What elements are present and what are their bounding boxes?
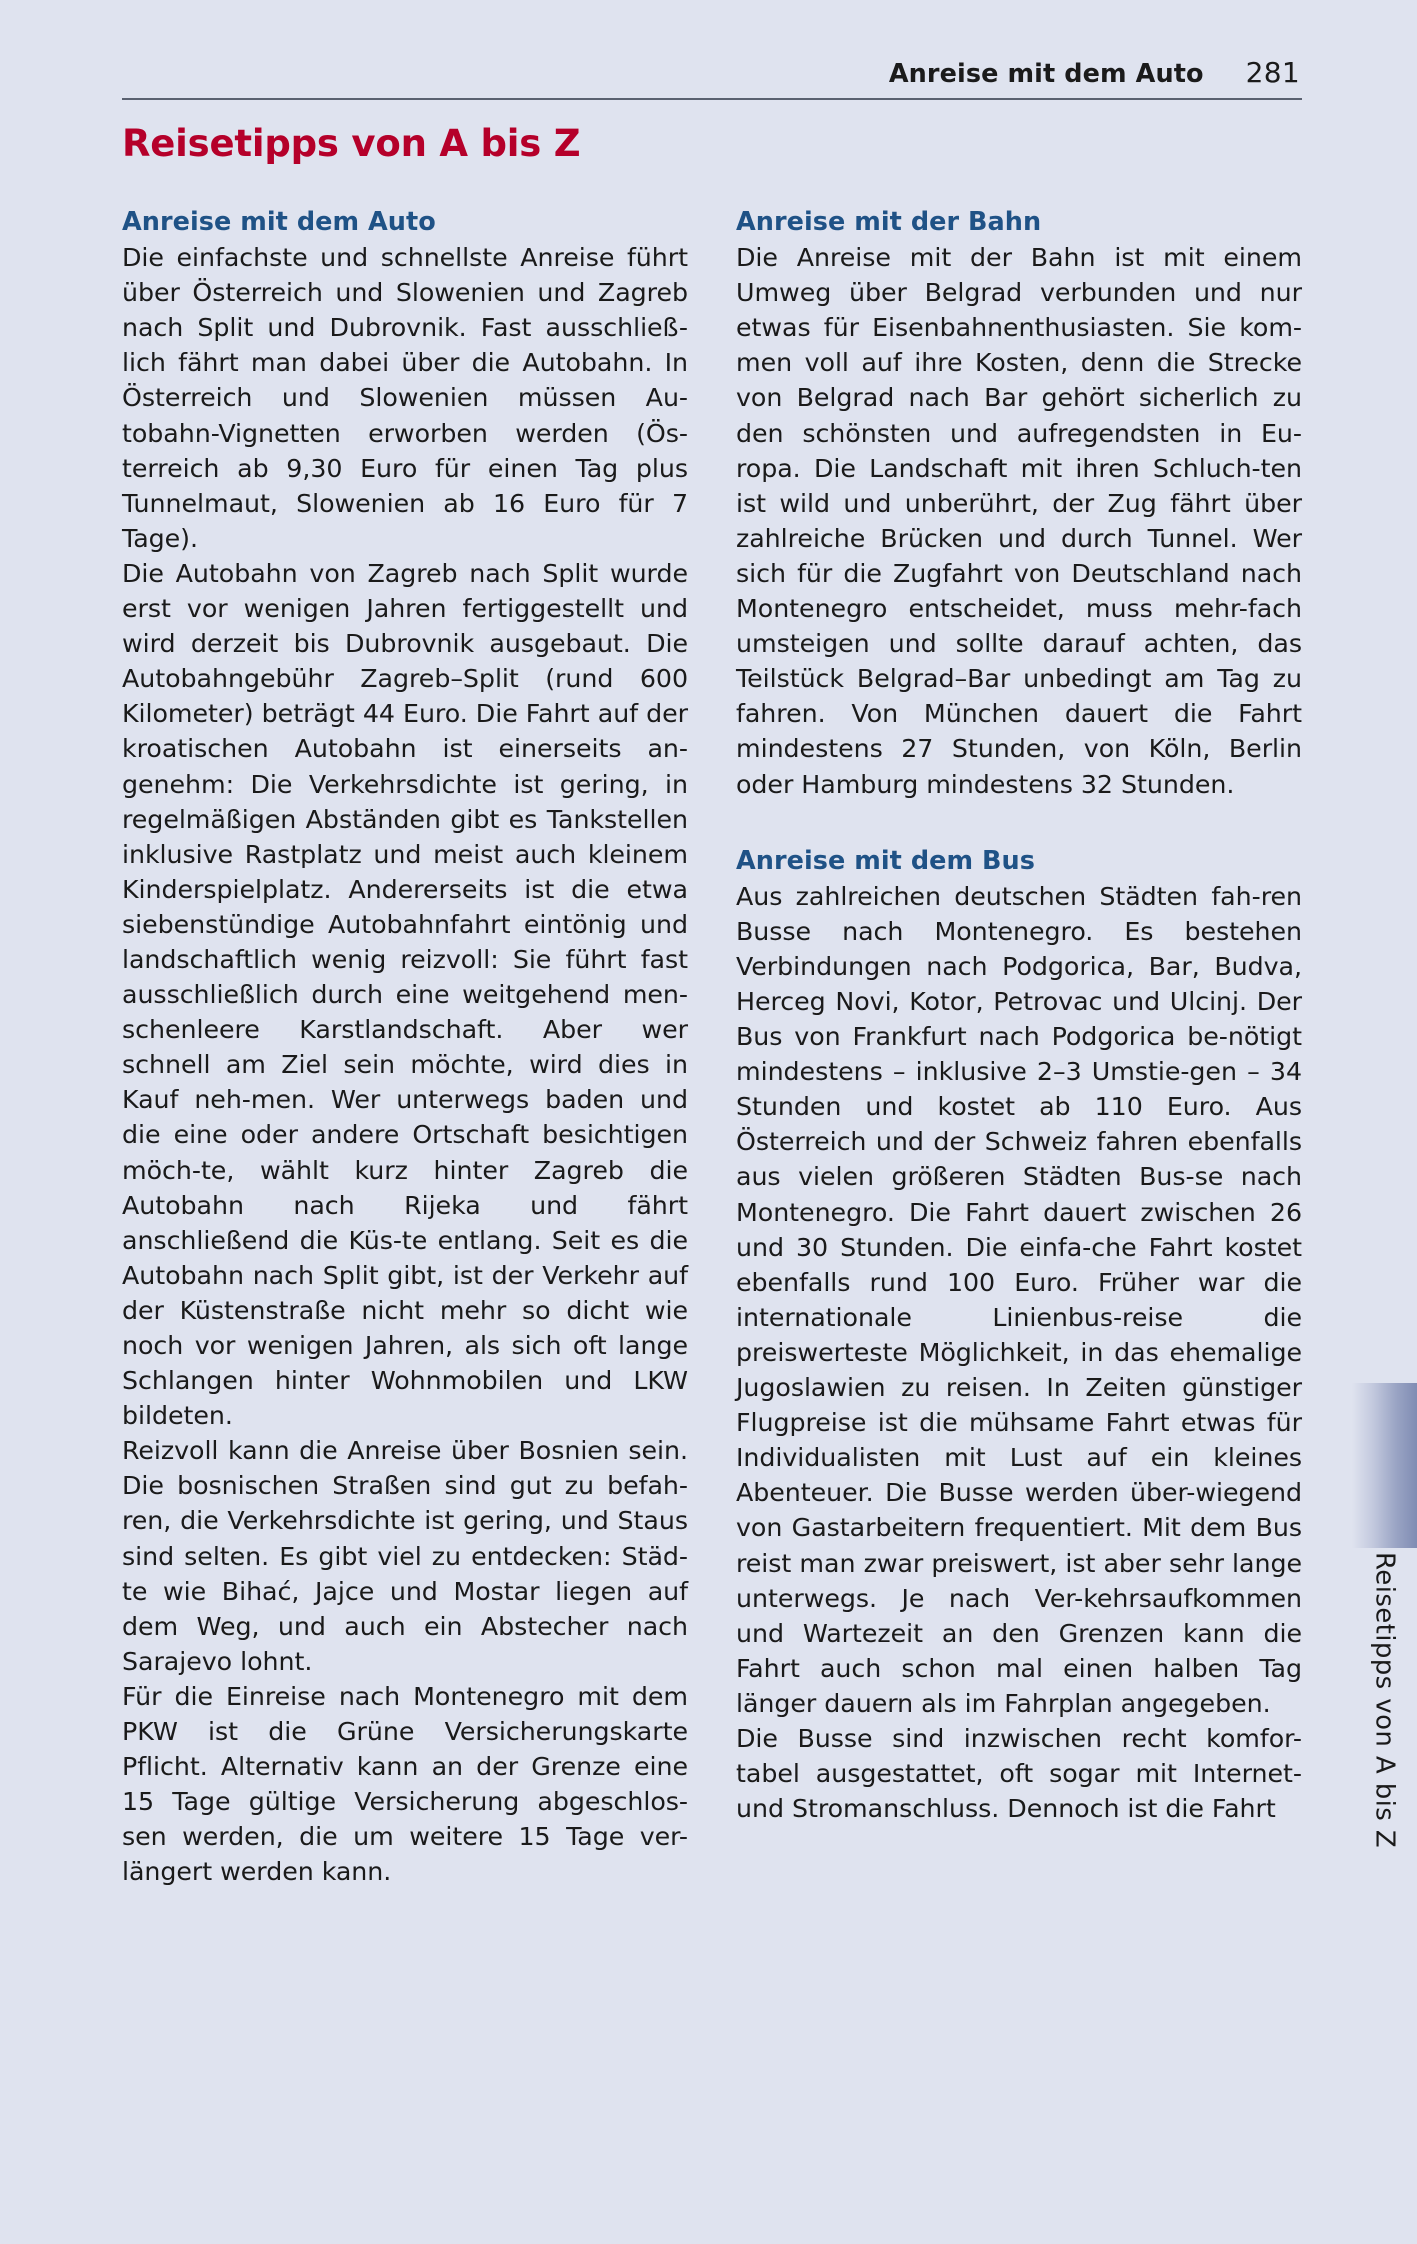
thumb-tab [1352,1548,1417,2028]
paragraph: Die einfachste und schnellste Anreise führt über Österreich und Slowenien und Zagreb nach Split und Dubrovnik. Fast ausschließ-lich fährt man dabei über die Autobahn. In Österreich und Slowenien müssen Au-tobahn-Vignetten erworben werden (Ös-terreich ab 9,30 Euro für einen Tag plus Tunnelmaut, Slowenien ab 16 Euro für 7 Tage). [122,243,688,553]
two-column-body [122,207,1302,1890]
thumb-tab-label: Reisetipps von A bis Z [1369,1552,1400,1849]
paragraph: Reizvoll kann die Anreise über Bosnien sein. Die bosnischen Straßen sind gut zu befah-ren, die Verkehrsdichte ist gering, und Staus sind selten. Es gibt viel zu entdecken: Städ-te wie Bihać, Jajce und Mostar liegen auf dem Weg, und auch ein Abstecher nach Sarajevo lohnt. [122,1436,688,1676]
running-head-title: Anreise mit dem Auto [888,59,1204,89]
paragraph: Die Busse sind inzwischen recht komfor-tabel ausgestattet, oft sogar mit Internet- und Stromanschluss. Dennoch ist die Fahrt [736,1723,1302,1824]
right-column [736,207,1302,1890]
page-number: 281 [1245,56,1300,89]
section-heading-auto: Anreise mit dem Auto [122,207,436,237]
section-heading-bahn: Anreise mit der Bahn [736,207,1042,237]
paragraph: Für die Einreise nach Montenegro mit dem PKW ist die Grüne Versicherungskarte Pflicht. Alternativ kann an der Grenze eine 15 Tage gültige Versicherung abgeschlos-sen werden, die um weitere 15 Tage ver-längert werden kann. [122,1681,688,1887]
header-rule [122,98,1302,100]
chapter-title: Reisetipps von A bis Z [122,122,581,165]
running-head [122,56,1300,89]
thumb-tab-gradient [1352,1383,1417,1548]
left-column [122,207,688,1890]
paragraph: Aus zahlreichen deutschen Städten fah-ren Busse nach Montenegro. Es bestehen Verbindungen nach Podgorica, Bar, Budva, Herceg Novi, Kotor, Petrovac und Ulcinj. Der Bus von Frankfurt nach Podgorica be-nötigt mindestens – inklusive 2–3 Umstie-gen – 34 Stunden und kostet ab 110 Euro. Aus Österreich und der Schweiz fahren ebenfalls aus vielen größeren Städten Bus-se nach Montenegro. Die Fahrt dauert zwischen 26 und 30 Stunden. Die einfa-che Fahrt kostet ebenfalls rund 100 Euro. Früher war die internationale Linienbus-reise die preiswerteste Möglichkeit, in das ehemalige Jugoslawien zu reisen. In Zeiten günstiger Flugpreise ist die mühsame Fahrt etwas für Individualisten mit Lust auf ein kleines Abenteuer. Die Busse werden über-wiegend von Gastarbeitern frequentiert. Mit dem Bus reist man zwar preiswert, ist aber sehr lange unterwegs. Je nach Ver-kehrsaufkommen und Wartezeit an den Grenzen kann die Fahrt auch schon mal einen halben Tag länger dauern als im Fahrplan angegeben. [736,881,1302,1718]
paragraph: Die Anreise mit der Bahn ist mit einem Umweg über Belgrad verbunden und nur etwas für Eisenbahnenthusiasten. Sie kom-men voll auf ihre Kosten, denn die Strecke von Belgrad nach Bar gehört sicherlich zu den schönsten und aufregendsten in Eu-ropa. Die Landschaft mit ihren Schluch-ten ist wild und unberührt, der Zug fährt über zahlreiche Brücken und durch Tunnel. Wer sich für die Zugfahrt von Deutschland nach Montenegro entscheidet, muss mehr-fach umsteigen und sollte darauf achten, das Teilstück Belgrad–Bar unbedingt am Tag zu fahren. Von München dauert die Fahrt mindestens 27 Stunden, von Köln, Berlin oder Hamburg mindestens 32 Stunden. [736,243,1302,799]
section-heading-bus: Anreise mit dem Bus [736,845,1035,876]
paragraph: Die Autobahn von Zagreb nach Split wurde erst vor wenigen Jahren fertiggestellt und wird derzeit bis Dubrovnik ausgebaut. Die Autobahngebühr Zagreb–Split (rund 600 Kilometer) beträgt 44 Euro. Die Fahrt auf der kroatischen Autobahn ist einerseits an-genehm: Die Verkehrsdichte ist gering, in regelmäßigen Abständen gibt es Tankstellen inklusive Rastplatz und meist auch kleinem Kinderspielplatz. Andererseits ist die etwa siebenstündige Autobahnfahrt eintönig und landschaftlich wenig reizvoll: Sie führt fast ausschließlich durch eine weitgehend men-schenleere Karstlandschaft. Aber wer schnell am Ziel sein möchte, wird dies in Kauf neh-men. Wer unterwegs baden und die eine oder andere Ortschaft besichtigen möch-te, wählt kurz hinter Zagreb die Autobahn nach Rijeka und fährt anschließend die Küs-te entlang. Seit es die Autobahn nach Split gibt, ist der Verkehr auf der Küstenstraße nicht mehr so dicht wie noch vor wenigen Jahren, als sich oft lange Schlangen hinter Wohnmobilen und LKW bildeten. [122,558,688,1431]
